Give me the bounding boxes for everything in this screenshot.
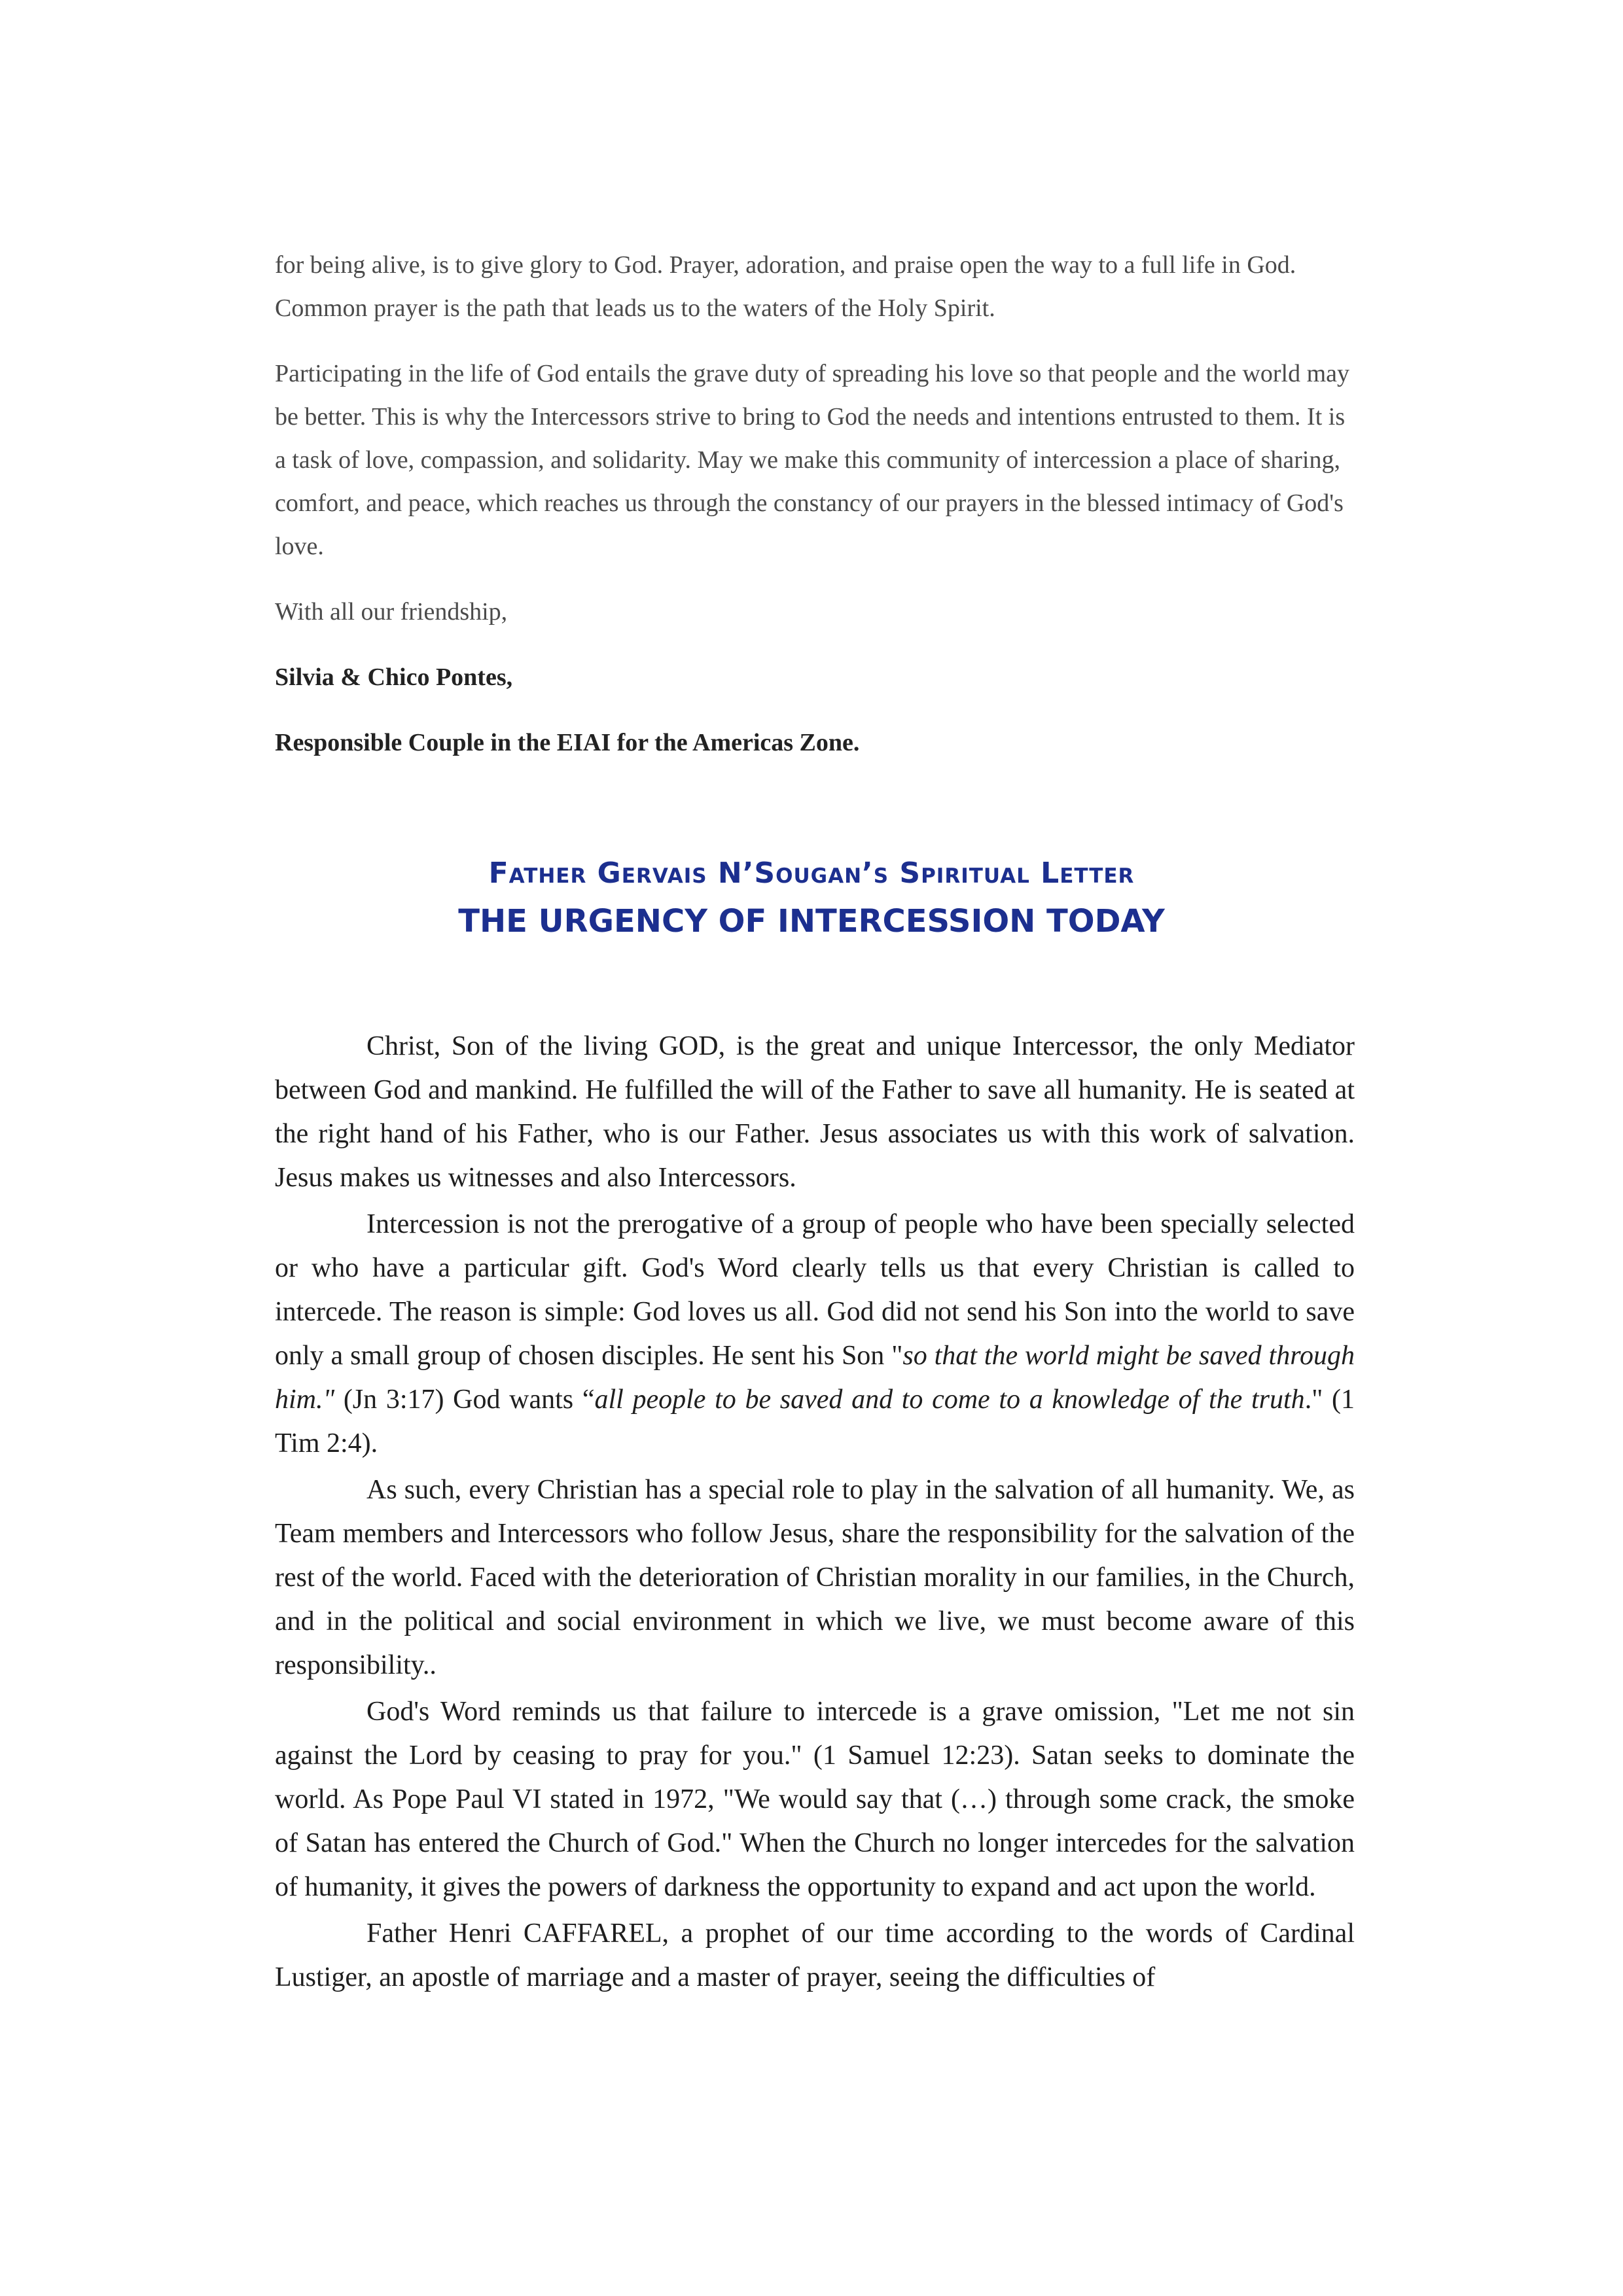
letter-paragraph-2 — [275, 1203, 1355, 1466]
letter-heading — [0, 852, 1623, 947]
p2-text-c: (Jn 3:17) God wants “ — [334, 1385, 595, 1415]
p2-quote-timothy: all people to be saved and to come to a knowledge of the truth — [594, 1385, 1305, 1415]
letter-subtitle: THE URGENCY OF INTERCESSION TODAY — [458, 903, 1165, 940]
intro-paragraph-1: for being alive, is to give glory to God. Prayer, adoration, and praise open the way to a full life in God. Common prayer is the path that leads us to the waters of the Holy Spirit. — [275, 251, 1296, 322]
letter-paragraph-4: God's Word reminds us that failure to intercede is a grave omission, "Let me not sin against the Lord by ceasing to pray for you." (1 Samuel 12:23). Satan seeks to dominate the world. As Pope Paul VI stated in 1972, "We would say that (…) through some crack, the smoke of Satan has entered the Church of God." When the Church no longer intercedes for the salvation of humanity, it gives the powers of darkness the opportunity to expand and act upon the world. — [275, 1697, 1355, 1902]
p2-quote-john: so that the world might be saved through him." — [275, 1341, 1355, 1415]
intro-paragraph-2: Participating in the life of God entails the grave duty of spreading his love so that people and the world may be better. This is why the Intercessors strive to bring to God the needs and intentions entrusted to them. It is a task of love, compassion, and solidarity. May we make this community of intercession a place of sharing, comfort, and peace, which reaches us through the constancy of our prayers in the blessed intimacy of God's love. — [275, 360, 1350, 560]
p2-text-a: Intercession is not the prerogative of a group of people who have been specially selected or who have a particular gift. God's Word clearly tells us that every Christian is called to intercede. The reason is simple: God loves us all. God did not send his Son into the world to save only a small group of chosen disciples. He sent his Son " — [275, 1209, 1355, 1371]
letter-paragraph-3: As such, every Christian has a special role to play in the salvation of all humanity. We, as Team members and Intercessors who follow Jesus, share the responsibility for the salvation of the rest of the world. Faced with the deterioration of Christian morality in our families, in the Church, and in the political and social environment in which we live, we must become aware of this responsibility.. — [275, 1475, 1355, 1680]
letter-paragraph-5: Father Henri CAFFAREL, a prophet of our time according to the words of Cardinal Lustiger, an apostle of marriage and a master of prayer, seeing the difficulties of — [275, 1918, 1355, 1992]
intro-section — [275, 243, 1355, 786]
letter-paragraph-1: Christ, Son of the living GOD, is the great and unique Intercessor, the only Mediator between God and mankind. He fulfilled the will of the Father to save all humanity. He is seated at the right hand of his Father, who is our Father. Jesus associates us with this work of salvation. Jesus makes us witnesses and also Intercessors. — [275, 1031, 1355, 1193]
signature: Silvia & Chico Pontes, — [275, 663, 513, 691]
signature-role: Responsible Couple in the EIAI for the Americas Zone. — [275, 729, 860, 756]
closing-line: With all our friendship, — [275, 598, 508, 626]
p2-text-e: ." (1 Tim 2:4). — [275, 1385, 1355, 1458]
letter-title: Father Gervais N’Sougan’s Spiritual Letter — [488, 857, 1135, 890]
letter-body — [275, 1025, 1355, 2002]
